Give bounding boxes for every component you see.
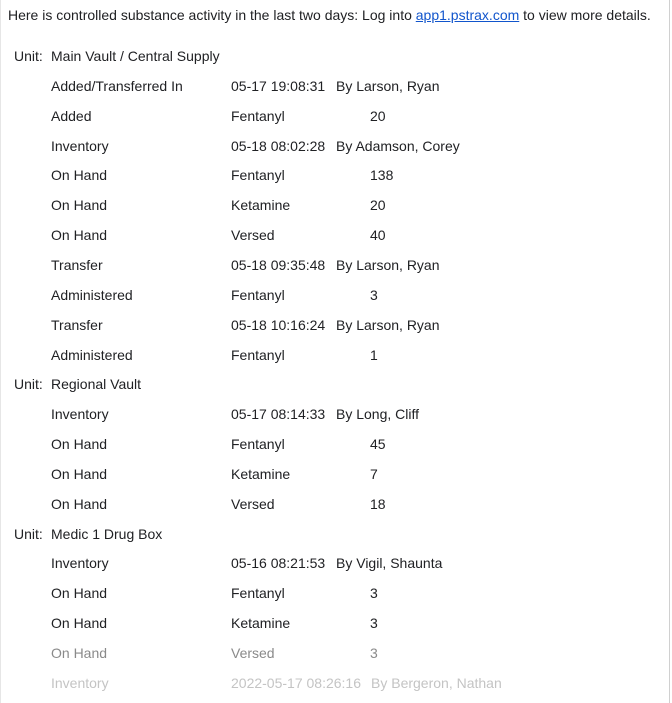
drug-name: Fentanyl xyxy=(231,167,285,184)
drug-name: Ketamine xyxy=(231,615,291,632)
event-timestamp: 05-17 19:08:31 xyxy=(231,77,326,94)
event-user: By Long, Cliff xyxy=(336,406,420,423)
drug-quantity: 20 xyxy=(370,107,386,124)
drug-quantity: 40 xyxy=(370,227,386,244)
action-label: Added/Transferred In xyxy=(51,77,183,94)
action-label: Inventory xyxy=(51,555,109,572)
drug-name: Fentanyl xyxy=(231,346,285,363)
item-row xyxy=(1,614,671,644)
item-row xyxy=(1,584,671,614)
drug-quantity: 18 xyxy=(370,495,386,512)
unit-header-row xyxy=(1,525,671,555)
drug-quantity: 20 xyxy=(370,197,386,214)
action-label: Administered xyxy=(51,346,133,363)
unit-header-row xyxy=(1,375,671,405)
drug-name: Versed xyxy=(231,227,275,244)
event-user: By Vigil, Shaunta xyxy=(336,555,443,572)
event-row xyxy=(1,137,671,167)
event-row xyxy=(1,405,671,435)
drug-name: Fentanyl xyxy=(231,436,285,453)
action-label: On Hand xyxy=(51,495,108,512)
item-row xyxy=(1,226,671,256)
unit-label: Unit: xyxy=(14,48,43,64)
event-user: By Bergeron, Nathan xyxy=(371,674,502,691)
drug-quantity: 7 xyxy=(370,465,378,482)
event-row xyxy=(1,316,671,346)
action-label: Added xyxy=(51,107,92,124)
action-label: On Hand xyxy=(51,167,108,184)
action-label: Inventory xyxy=(51,406,109,423)
action-label: On Hand xyxy=(51,227,108,244)
drug-name: Fentanyl xyxy=(231,585,285,602)
drug-quantity: 3 xyxy=(370,645,378,661)
item-row xyxy=(1,495,671,525)
intro-suffix: to view more details. xyxy=(519,7,651,23)
event-row xyxy=(1,77,671,107)
action-label: Administered xyxy=(51,286,133,303)
event-timestamp: 05-18 08:02:28 xyxy=(231,137,326,154)
pstrax-link[interactable]: app1.pstrax.com xyxy=(415,7,520,23)
item-row xyxy=(1,346,671,376)
action-label: On Hand xyxy=(51,645,108,661)
event-timestamp: 05-18 09:35:48 xyxy=(231,256,326,273)
drug-name: Fentanyl xyxy=(231,107,285,124)
event-user: By Larson, Ryan xyxy=(336,77,440,94)
drug-quantity: 138 xyxy=(370,167,394,184)
drug-quantity: 3 xyxy=(370,585,378,602)
unit-label: Unit: xyxy=(14,376,43,393)
action-label: Transfer xyxy=(51,256,103,273)
event-row xyxy=(1,256,671,286)
item-row xyxy=(1,465,671,495)
event-timestamp: 05-17 08:14:33 xyxy=(231,406,326,423)
event-user: By Adamson, Corey xyxy=(336,137,460,154)
unit-header-row xyxy=(1,47,671,77)
drug-name: Ketamine xyxy=(231,465,291,482)
action-label: On Hand xyxy=(51,197,108,214)
event-row xyxy=(1,674,671,703)
unit-label: Unit: xyxy=(14,525,43,542)
item-row xyxy=(1,435,671,465)
event-row xyxy=(1,554,671,584)
action-label: On Hand xyxy=(51,585,108,602)
action-label: On Hand xyxy=(51,436,108,453)
intro-line xyxy=(8,6,651,24)
event-user: By Larson, Ryan xyxy=(336,256,440,273)
action-label: Inventory xyxy=(51,137,109,154)
item-row xyxy=(1,107,671,137)
action-label: Transfer xyxy=(51,316,103,333)
drug-quantity: 3 xyxy=(370,286,378,303)
action-label: On Hand xyxy=(51,615,108,632)
item-row xyxy=(1,196,671,226)
event-timestamp: 05-16 08:21:53 xyxy=(231,555,326,572)
item-row xyxy=(1,166,671,196)
drug-quantity: 45 xyxy=(370,436,386,453)
action-label: On Hand xyxy=(51,465,108,482)
event-timestamp: 05-18 10:16:24 xyxy=(231,316,326,333)
item-row xyxy=(1,286,671,316)
drug-name: Versed xyxy=(231,495,275,512)
event-user: By Larson, Ryan xyxy=(336,316,440,333)
drug-quantity: 3 xyxy=(370,615,378,632)
drug-name: Versed xyxy=(231,645,275,661)
unit-name: Main Vault / Central Supply xyxy=(51,48,220,64)
item-row xyxy=(1,644,671,674)
drug-name: Ketamine xyxy=(231,197,291,214)
action-label: Inventory xyxy=(51,674,109,691)
drug-name: Fentanyl xyxy=(231,286,285,303)
unit-name: Regional Vault xyxy=(51,376,142,393)
intro-prefix: Here is controlled substance activity in the last two days: Log into xyxy=(8,7,416,23)
drug-quantity: 1 xyxy=(370,346,378,363)
unit-name: Medic 1 Drug Box xyxy=(51,525,163,542)
event-timestamp: 2022-05-17 08:26:16 xyxy=(231,674,361,691)
